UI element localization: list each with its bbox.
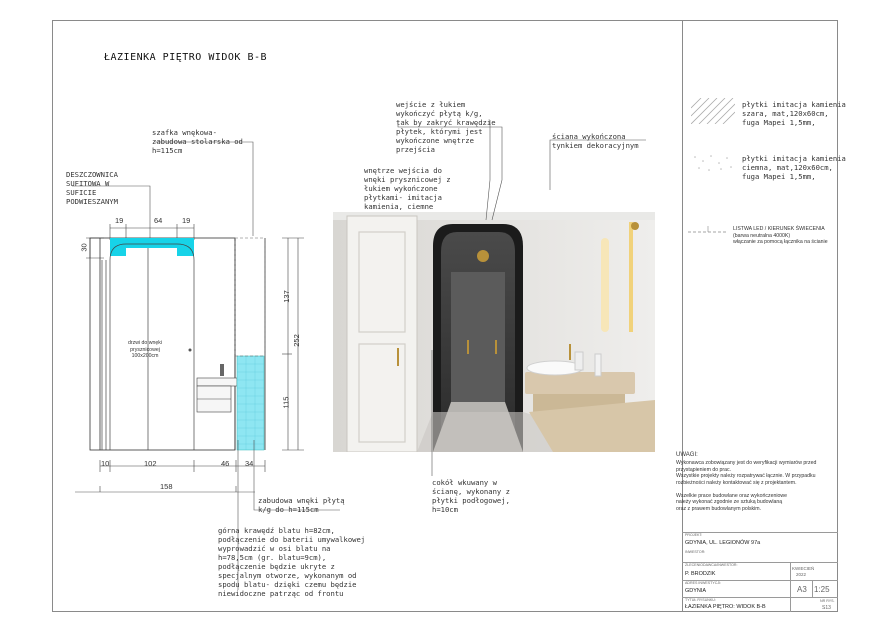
dim-bottom-46: 46 <box>221 459 230 468</box>
tb-scale: 1:25 <box>814 585 830 594</box>
dim-left-30: 30 <box>79 243 89 252</box>
dim-bottom-34: 34 <box>245 459 254 468</box>
drawing-title: ŁAZIENKA PIĘTRO WIDOK B-B <box>104 52 268 63</box>
tb-vertical-divider-2 <box>812 580 813 597</box>
annotation-cabinet: szafka wnękowa- zabudowa stolarska od h=115cm <box>152 128 243 155</box>
tb-number-value: S13 <box>822 605 831 611</box>
annotation-niche-wall: zabudowa wnęki płytą k/g do h=115cm <box>258 496 345 514</box>
annotation-wall: ściana wykończona tynkiem dekoracyjnym <box>552 132 639 150</box>
legend-text-dark: płytki imitacja kamienia ciemna, mat,120x60cm, fuga Mapei 1,5mm, <box>742 154 846 181</box>
dim-top-right: 19 <box>182 216 191 225</box>
annotation-entrance: wejście z łukiem wykończyć płytą k/g, tak by zakryć krawędzie płytek, którymi jest wykończone wnętrze przejścia <box>396 100 496 154</box>
notes-heading: UWAGI: <box>676 452 698 458</box>
tb-row-project <box>682 532 838 533</box>
tb-number-label: NR RYS. <box>820 599 835 603</box>
dim-right-137: 137 <box>281 290 291 303</box>
counter-leaders <box>210 440 360 600</box>
dim-top-mid: 64 <box>154 216 163 225</box>
tb-project-value: GDYNIA, UL. LEGIONÓW 97a <box>685 540 761 546</box>
legend-text-grey: płytki imitacja kamienia szara, mat,120x60cm, fuga Mapei 1,5mm, <box>742 100 846 127</box>
dim-right-115: 115 <box>281 396 291 409</box>
legend-swatch-dark <box>691 153 735 173</box>
tb-designer-label: ZLECENIODAWCA/INWESTOR: <box>685 563 738 567</box>
annotation-door: drzwi do wnęki prysznicowej 100x200cm <box>128 340 163 359</box>
tb-sheet-value: ŁAZIENKA PIĘTRO: WIDOK B-B <box>685 604 766 610</box>
tb-investor-label: INWESTOR: <box>685 550 706 554</box>
annotation-plinth: cokół wkuwany w ścianę, wykonany z płytki podłogowej, h=10cm <box>432 478 510 514</box>
legend-swatch-grey <box>691 98 735 124</box>
tb-project-label: PROJEKT: <box>685 533 703 537</box>
tb-sheet-label: TYTUŁ RYSUNKU: <box>685 598 716 602</box>
tb-city-label: ADRES INWESTYCJI: <box>685 581 722 585</box>
legend-led-text: LISTWA LED / KIERUNEK ŚWIECENIA (barwa neutralna 4000K) włączanie za pomocą łącznika na ścianie <box>733 226 828 245</box>
tb-date-label: KWIECIEŃ <box>792 566 815 571</box>
annotation-shower: DESZCZOWNICA SUFITOWA W SUFICIE PODWIESZANYM <box>66 170 118 206</box>
tb-format: A3 <box>797 585 807 594</box>
dim-top-left: 19 <box>115 216 124 225</box>
render-leaders <box>360 120 660 520</box>
tb-designer-value: P. BRODZIK <box>685 571 716 577</box>
annotation-inside: wnętrze wejścia do wnęki prysznicowej z łukiem wykończone płytkami- imitacja kamienia, ciemne <box>364 166 451 211</box>
dim-total-158: 158 <box>160 482 173 491</box>
tb-date-value: 2022 <box>796 572 807 577</box>
dim-bottom-102: 102 <box>144 459 157 468</box>
annotation-counter: górna krawędź blatu h=82cm, podłączenie do baterii umywalkowej wyprowadzić w osi blatu na h=78,5cm (gr. blatu=9cm), podłączenie będzie ukryte z specjalnym otworze, wykonanym od spodu blatu- dzięki czemu będzie niewidoczne patrząc od frontu <box>218 526 366 598</box>
dim-bottom-10: 10 <box>101 459 110 468</box>
legend-led-symbol <box>688 226 728 238</box>
dim-right-252: 252 <box>291 334 301 347</box>
tb-city-value: GDYNIA <box>685 588 707 594</box>
notes-body: Wykonawca zobowiązany jest do weryfikacji wymiarów przed przystąpieniem do prac. Wszystkie projekty należy rozpatrywać łącznie. W przypadku rozbieżności należy kontaktować się z projektantem. Wszelkie prace budowlane oraz wykończeniowe należy wykonać zgodnie ze sztuką budowlaną oraz z prawem budowlanym polskim. <box>676 460 817 512</box>
tb-vertical-divider <box>790 562 791 612</box>
